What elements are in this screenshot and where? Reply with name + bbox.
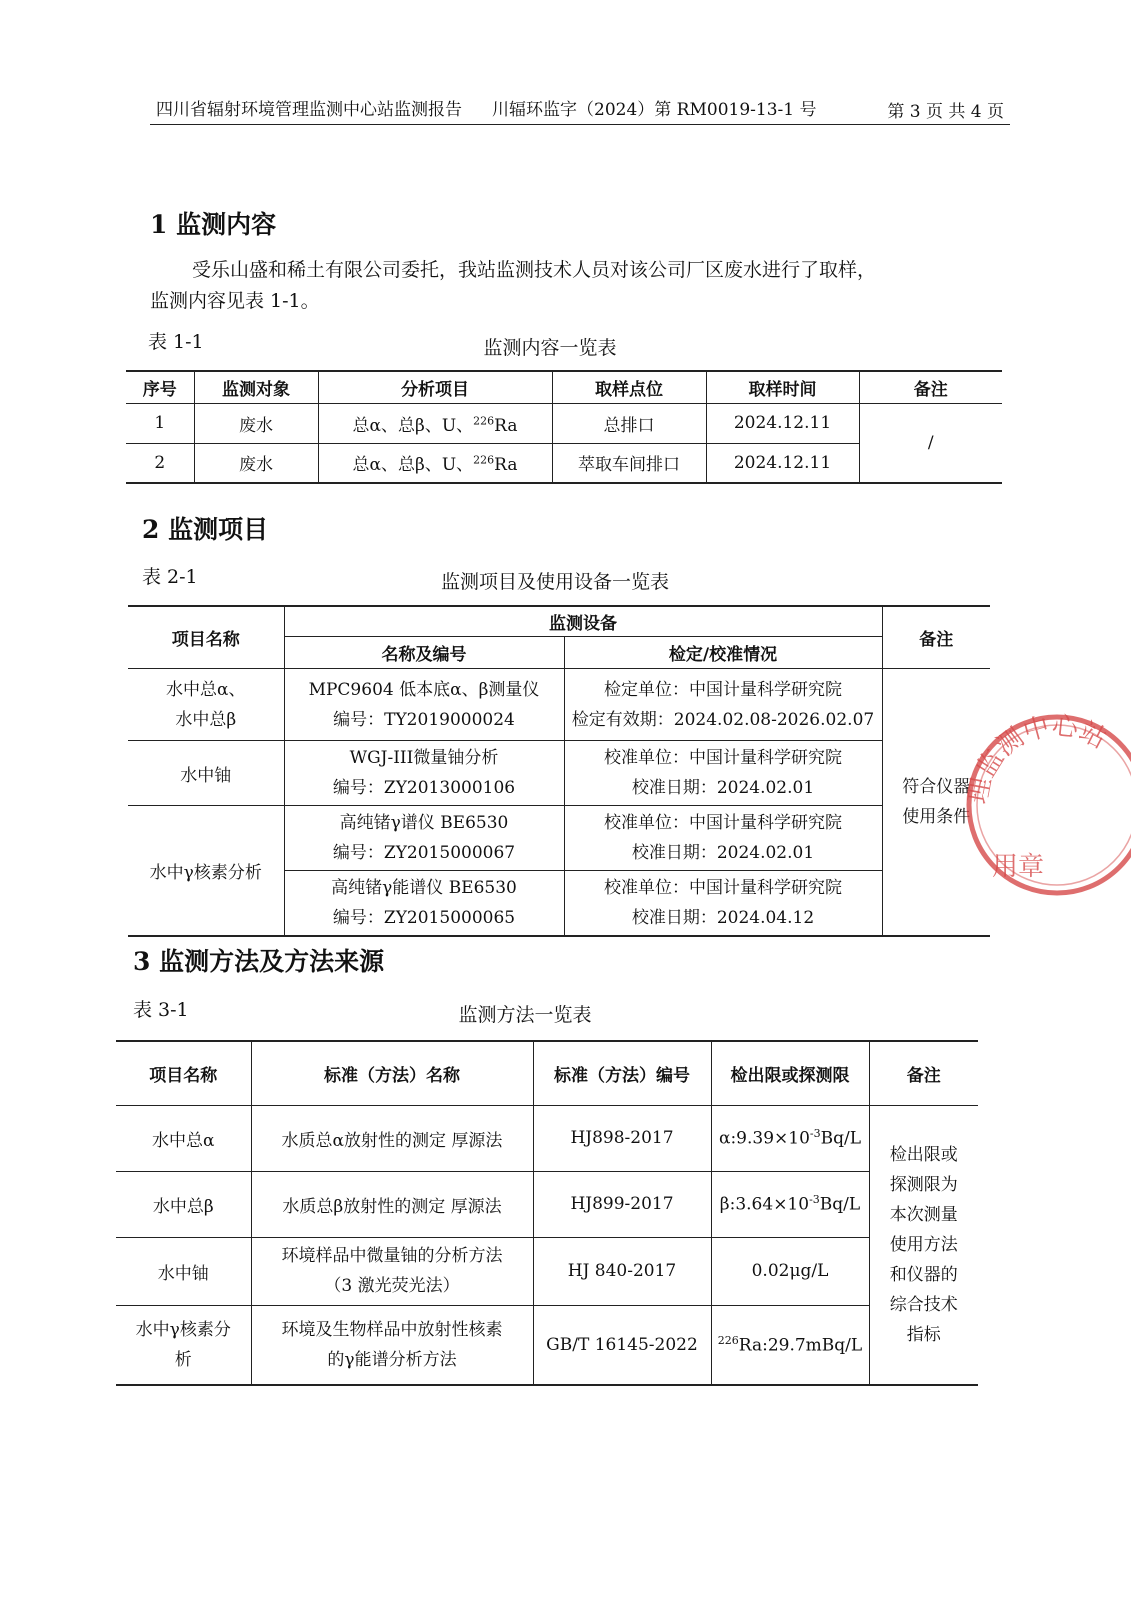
section1-paragraph (150, 255, 1010, 317)
header-report-no: 川辐环监字（2024）第 RM0019-13-1 号 (492, 100, 817, 120)
table3-header-cell: 标准（方法）编号 (533, 1041, 711, 1105)
table2-cell-calib: 校准单位：中国计量科学研究院 校准日期：2024.02.01 (564, 741, 882, 806)
table2-header-name: 名称及编号 (284, 637, 564, 669)
table2-label: 表 2-1 (142, 566, 198, 588)
svg-text:用章: 用章 (992, 852, 1045, 882)
table2-cell-item: 水中铀 (128, 741, 284, 806)
table3-methods (116, 1040, 978, 1386)
table3-cell-item: 水中总α (116, 1105, 251, 1171)
table1-cell-no: 1 (126, 403, 194, 443)
table1-cell-remark: / (859, 403, 1002, 483)
table1-title: 监测内容一览表 (483, 337, 617, 359)
table3-header-row (116, 1041, 978, 1105)
table3-cell-limit: $^{226}$Ra:29.7mBq/L (711, 1305, 869, 1385)
table-row (116, 1171, 978, 1237)
section1-heading: 1 监测内容 (150, 210, 277, 239)
table1-header-cell: 监测对象 (194, 371, 318, 403)
table3-cell-limit: 0.02μg/L (711, 1237, 869, 1305)
table1-header-cell: 备注 (859, 371, 1002, 403)
table3-header-cell: 备注 (869, 1041, 978, 1105)
table3-cell-method: 水质总β放射性的测定 厚源法 (251, 1171, 533, 1237)
section1-para-line1: 受乐山盛和稀土有限公司委托，我站监测技术人员对该公司厂区废水进行了取样， (192, 259, 877, 281)
section3-heading: 3 监测方法及方法来源 (133, 947, 385, 976)
table2-title: 监测项目及使用设备一览表 (440, 571, 669, 593)
table3-cell-method: 环境样品中微量铀的分析方法 （3 激光荧光法） (251, 1237, 533, 1305)
table-row (128, 806, 990, 871)
table3-header-cell: 标准（方法）名称 (251, 1041, 533, 1105)
table3-cell-method: 水质总α放射性的测定 厚源法 (251, 1105, 533, 1171)
header-page-number: 第 3 页 共 4 页 (887, 102, 1004, 122)
table-row (116, 1305, 978, 1385)
table2-cell-item: 水中γ核素分析 (128, 806, 284, 937)
table1-cell-items: 总α、总β、U、$^{226}$Ra (318, 443, 552, 483)
table2-cell-name: 高纯锗γ谱仪 BE6530 编号：ZY2015000067 (284, 806, 564, 871)
table3-title: 监测方法一览表 (458, 1004, 592, 1026)
table1-header-cell: 取样点位 (552, 371, 706, 403)
table2-header-calib: 检定/校准情况 (564, 637, 882, 669)
official-seal-icon (962, 710, 1131, 900)
table1-cell-site: 萃取车间排口 (552, 443, 706, 483)
table-row (126, 403, 1002, 443)
table2-cell-name: 高纯锗γ能谱仪 BE6530 编号：ZY2015000065 (284, 871, 564, 937)
table1-header-row (126, 371, 1002, 403)
table3-cell-code: HJ 840-2017 (533, 1237, 711, 1305)
section1-para-line2: 监测内容见表 1-1。 (150, 290, 320, 312)
table2-header-equipment: 监测设备 (284, 606, 882, 637)
table2-cell-calib: 校准单位：中国计量科学研究院 校准日期：2024.02.01 (564, 806, 882, 871)
table2-cell-calib: 校准单位：中国计量科学研究院 校准日期：2024.04.12 (564, 871, 882, 937)
table-row (116, 1237, 978, 1305)
table-row (128, 741, 990, 806)
table2-cell-item: 水中总α、 水中总β (128, 669, 284, 741)
table2-equipment (128, 605, 990, 937)
table3-cell-code: HJ898-2017 (533, 1105, 711, 1171)
table2-cell-calib: 检定单位：中国计量科学研究院 检定有效期：2024.02.08-2026.02.07 (564, 669, 882, 741)
table1-monitoring-content (126, 370, 1002, 484)
table1-header-cell: 分析项目 (318, 371, 552, 403)
table3-header-cell: 检出限或探测限 (711, 1041, 869, 1105)
table1-cell-items: 总α、总β、U、$^{226}$Ra (318, 403, 552, 443)
header-org: 四川省辐射环境管理监测中心站监测报告 (156, 100, 462, 120)
table3-label: 表 3-1 (133, 999, 189, 1021)
svg-text:理监测中心站: 理监测中心站 (963, 711, 1112, 807)
table3-cell-limit: $\alpha:9.39\times 10^{-3}Bq/L$ (711, 1105, 869, 1171)
table2-header-item: 项目名称 (128, 606, 284, 669)
table1-cell-no: 2 (126, 443, 194, 483)
table3-cell-code: HJ899-2017 (533, 1171, 711, 1237)
table1-cell-time: 2024.12.11 (706, 443, 859, 483)
table1-cell-object: 废水 (194, 443, 318, 483)
table3-cell-item: 水中γ核素分 析 (116, 1305, 251, 1385)
table1-header-cell: 序号 (126, 371, 194, 403)
table3-cell-item: 水中铀 (116, 1237, 251, 1305)
table3-cell-limit: $\beta:3.64\times 10^{-3}Bq/L$ (711, 1171, 869, 1237)
section2-heading: 2 监测项目 (142, 515, 269, 544)
table-row (116, 1105, 978, 1171)
page-header (150, 90, 1010, 125)
table2-cell-remark: 符合仪器 使用条件 (882, 669, 990, 937)
table-row (128, 669, 990, 741)
table1-cell-time: 2024.12.11 (706, 403, 859, 443)
table3-cell-item: 水中总β (116, 1171, 251, 1237)
table1-cell-object: 废水 (194, 403, 318, 443)
table3-cell-method: 环境及生物样品中放射性核素 的γ能谱分析方法 (251, 1305, 533, 1385)
table1-label: 表 1-1 (148, 331, 204, 353)
table3-cell-code: GB/T 16145-2022 (533, 1305, 711, 1385)
table2-cell-name: MPC9604 低本底α、β测量仪 编号：TY2019000024 (284, 669, 564, 741)
table2-header-remark: 备注 (882, 606, 990, 669)
table3-cell-remark: 检出限或 探测限为 本次测量 使用方法 和仪器的 综合技术 指标 (869, 1105, 978, 1385)
table1-cell-site: 总排口 (552, 403, 706, 443)
table2-header-row (128, 606, 990, 637)
table2-cell-name: WGJ-III微量铀分析 编号：ZY2013000106 (284, 741, 564, 806)
table1-header-cell: 取样时间 (706, 371, 859, 403)
table3-header-cell: 项目名称 (116, 1041, 251, 1105)
